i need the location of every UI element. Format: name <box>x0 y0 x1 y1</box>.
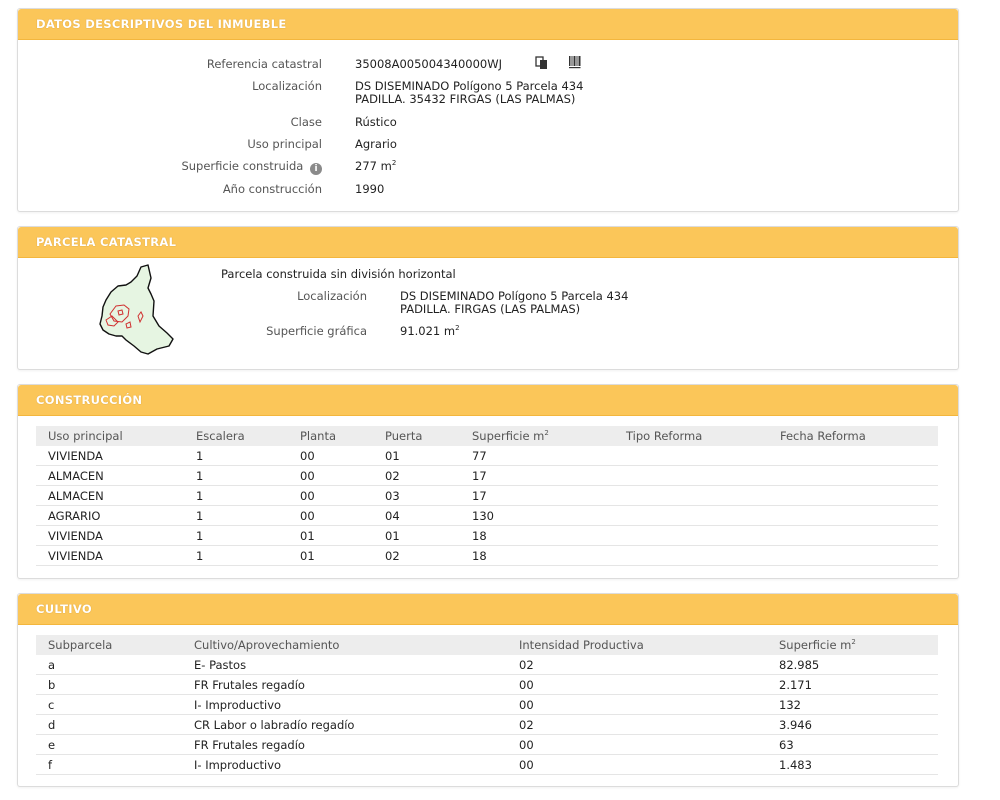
table-row <box>36 755 938 775</box>
parcela-title: Parcela construida sin división horizontal <box>221 267 456 281</box>
cell-tipo-reforma <box>614 546 768 566</box>
cell-cultivo: CR Labor o labradío regadío <box>182 715 507 735</box>
cell-superficie: 2.171 <box>767 675 938 695</box>
cell-planta: 00 <box>288 506 373 526</box>
parcela-localizacion-line2: PADILLA. FIRGAS (LAS PALMAS) <box>400 302 581 316</box>
cell-superficie: 82.985 <box>767 655 938 675</box>
table-row <box>36 526 938 546</box>
cell-intensidad: 02 <box>507 715 767 735</box>
cell-subparcela: e <box>36 735 182 755</box>
cell-escalera: 1 <box>184 506 288 526</box>
cell-tipo-reforma <box>614 446 768 466</box>
cell-uso: ALMACEN <box>36 466 184 486</box>
cell-superficie: 3.946 <box>767 715 938 735</box>
col-cultivo: Cultivo/Aprovechamiento <box>182 635 507 655</box>
table-row <box>36 486 938 506</box>
cell-planta: 00 <box>288 466 373 486</box>
cell-superficie: 1.483 <box>767 755 938 775</box>
cell-tipo-reforma <box>614 466 768 486</box>
cell-cultivo: E- Pastos <box>182 655 507 675</box>
col-intensidad: Intensidad Productiva <box>507 635 767 655</box>
cell-subparcela: d <box>36 715 182 735</box>
col-superficie-text: Superficie m <box>779 638 852 652</box>
cell-fecha-reforma <box>768 486 938 506</box>
cell-subparcela: c <box>36 695 182 715</box>
parcela-catastral-panel <box>17 226 959 370</box>
copy-icon[interactable] <box>535 56 549 73</box>
cell-puerta: 04 <box>373 506 460 526</box>
cell-planta: 01 <box>288 526 373 546</box>
cell-tipo-reforma <box>614 526 768 546</box>
localizacion-label: Localización <box>252 79 322 93</box>
anio-construccion-label: Año construcción <box>222 182 322 196</box>
col-tipo-reforma: Tipo Reforma <box>614 426 768 446</box>
superficie-construida-text: Superficie construida <box>181 159 304 173</box>
cell-intensidad: 00 <box>507 735 767 755</box>
col-superficie <box>460 426 614 446</box>
cell-uso: VIVIENDA <box>36 526 184 546</box>
referencia-label: Referencia catastral <box>206 57 322 71</box>
cell-escalera: 1 <box>184 446 288 466</box>
superficie-grafica-number: 91.021 m <box>400 324 456 338</box>
cell-planta: 00 <box>288 486 373 506</box>
cell-escalera: 1 <box>184 526 288 546</box>
col-superficie-exp: 2 <box>544 429 549 438</box>
cell-cultivo: FR Frutales regadío <box>182 675 507 695</box>
uso-principal-label: Uso principal <box>247 137 322 151</box>
col-uso-principal: Uso principal <box>36 426 184 446</box>
table-row <box>36 546 938 566</box>
clase-value: Rústico <box>355 115 397 129</box>
cell-subparcela: a <box>36 655 182 675</box>
table-row <box>36 715 938 735</box>
cell-fecha-reforma <box>768 526 938 546</box>
parcel-map-thumbnail[interactable] <box>96 264 196 359</box>
datos-descriptivos-header: DATOS DESCRIPTIVOS DEL INMUEBLE <box>18 9 958 40</box>
superficie-construida-value <box>355 159 396 173</box>
cell-tipo-reforma <box>614 506 768 526</box>
table-row <box>36 466 938 486</box>
construccion-panel <box>17 384 959 579</box>
cell-puerta: 03 <box>373 486 460 506</box>
cell-escalera: 1 <box>184 486 288 506</box>
cell-uso: ALMACEN <box>36 486 184 506</box>
cell-fecha-reforma <box>768 446 938 466</box>
cell-planta: 01 <box>288 546 373 566</box>
cell-fecha-reforma <box>768 466 938 486</box>
cell-superficie: 18 <box>460 526 614 546</box>
cell-tipo-reforma <box>614 486 768 506</box>
cell-uso: VIVIENDA <box>36 546 184 566</box>
col-escalera: Escalera <box>184 426 288 446</box>
cell-superficie: 17 <box>460 486 614 506</box>
cell-subparcela: f <box>36 755 182 775</box>
col-superficie <box>767 635 938 655</box>
superficie-grafica-exponent: 2 <box>455 324 460 333</box>
cell-intensidad: 00 <box>507 755 767 775</box>
superficie-grafica-label: Superficie gráfica <box>266 324 367 338</box>
cell-intensidad: 02 <box>507 655 767 675</box>
table-row <box>36 655 938 675</box>
cell-subparcela: b <box>36 675 182 695</box>
clase-label: Clase <box>290 115 322 129</box>
cell-superficie: 130 <box>460 506 614 526</box>
table-row <box>36 695 938 715</box>
cell-fecha-reforma <box>768 546 938 566</box>
table-row <box>36 506 938 526</box>
cell-intensidad: 00 <box>507 695 767 715</box>
cell-superficie: 132 <box>767 695 938 715</box>
referencia-value[interactable]: 35008A005004340000WJ <box>355 57 503 71</box>
col-puerta: Puerta <box>373 426 460 446</box>
cultivo-panel <box>17 593 959 787</box>
cell-uso: VIVIENDA <box>36 446 184 466</box>
construccion-table <box>36 426 938 566</box>
cell-intensidad: 00 <box>507 675 767 695</box>
cell-uso: AGRARIO <box>36 506 184 526</box>
superficie-construida-number: 277 m <box>355 159 392 173</box>
cell-puerta: 02 <box>373 546 460 566</box>
cell-escalera: 1 <box>184 546 288 566</box>
datos-descriptivos-panel <box>17 8 959 212</box>
barcode-icon[interactable] <box>568 55 582 72</box>
cell-superficie: 77 <box>460 446 614 466</box>
table-row <box>36 446 938 466</box>
parcela-localizacion-line1: DS DISEMINADO Polígono 5 Parcela 434 <box>400 289 629 303</box>
cell-fecha-reforma <box>768 506 938 526</box>
parcela-catastral-header: PARCELA CATASTRAL <box>18 227 958 258</box>
superficie-grafica-value <box>400 324 460 338</box>
localizacion-line1: DS DISEMINADO Polígono 5 Parcela 434 <box>355 79 584 93</box>
superficie-unit-exponent: 2 <box>391 159 397 168</box>
cell-superficie: 63 <box>767 735 938 755</box>
cell-cultivo: I- Improductivo <box>182 755 507 775</box>
anio-construccion-value: 1990 <box>355 182 385 196</box>
info-icon[interactable]: i <box>310 163 322 175</box>
cell-cultivo: FR Frutales regadío <box>182 735 507 755</box>
col-planta: Planta <box>288 426 373 446</box>
col-superficie-text: Superficie m <box>472 429 545 443</box>
cell-cultivo: I- Improductivo <box>182 695 507 715</box>
uso-principal-value: Agrario <box>355 137 397 151</box>
cell-puerta: 01 <box>373 446 460 466</box>
parcela-localizacion-label: Localización <box>297 289 367 303</box>
cell-planta: 00 <box>288 446 373 466</box>
col-superficie-exp: 2 <box>851 638 856 647</box>
cell-superficie: 18 <box>460 546 614 566</box>
construccion-header-row <box>36 426 938 446</box>
superficie-construida-label <box>181 159 322 175</box>
cell-puerta: 02 <box>373 466 460 486</box>
cultivo-header-row <box>36 635 938 655</box>
construccion-header: CONSTRUCCIÓN <box>18 385 958 416</box>
cultivo-header: CULTIVO <box>18 594 958 625</box>
cell-escalera: 1 <box>184 466 288 486</box>
parcel-shape <box>100 265 173 354</box>
localizacion-line2: PADILLA. 35432 FIRGAS (LAS PALMAS) <box>355 92 576 106</box>
table-row <box>36 675 938 695</box>
col-subparcela: Subparcela <box>36 635 182 655</box>
cell-superficie: 17 <box>460 466 614 486</box>
cultivo-table <box>36 635 938 775</box>
cell-puerta: 01 <box>373 526 460 546</box>
table-row <box>36 735 938 755</box>
col-fecha-reforma: Fecha Reforma <box>768 426 938 446</box>
